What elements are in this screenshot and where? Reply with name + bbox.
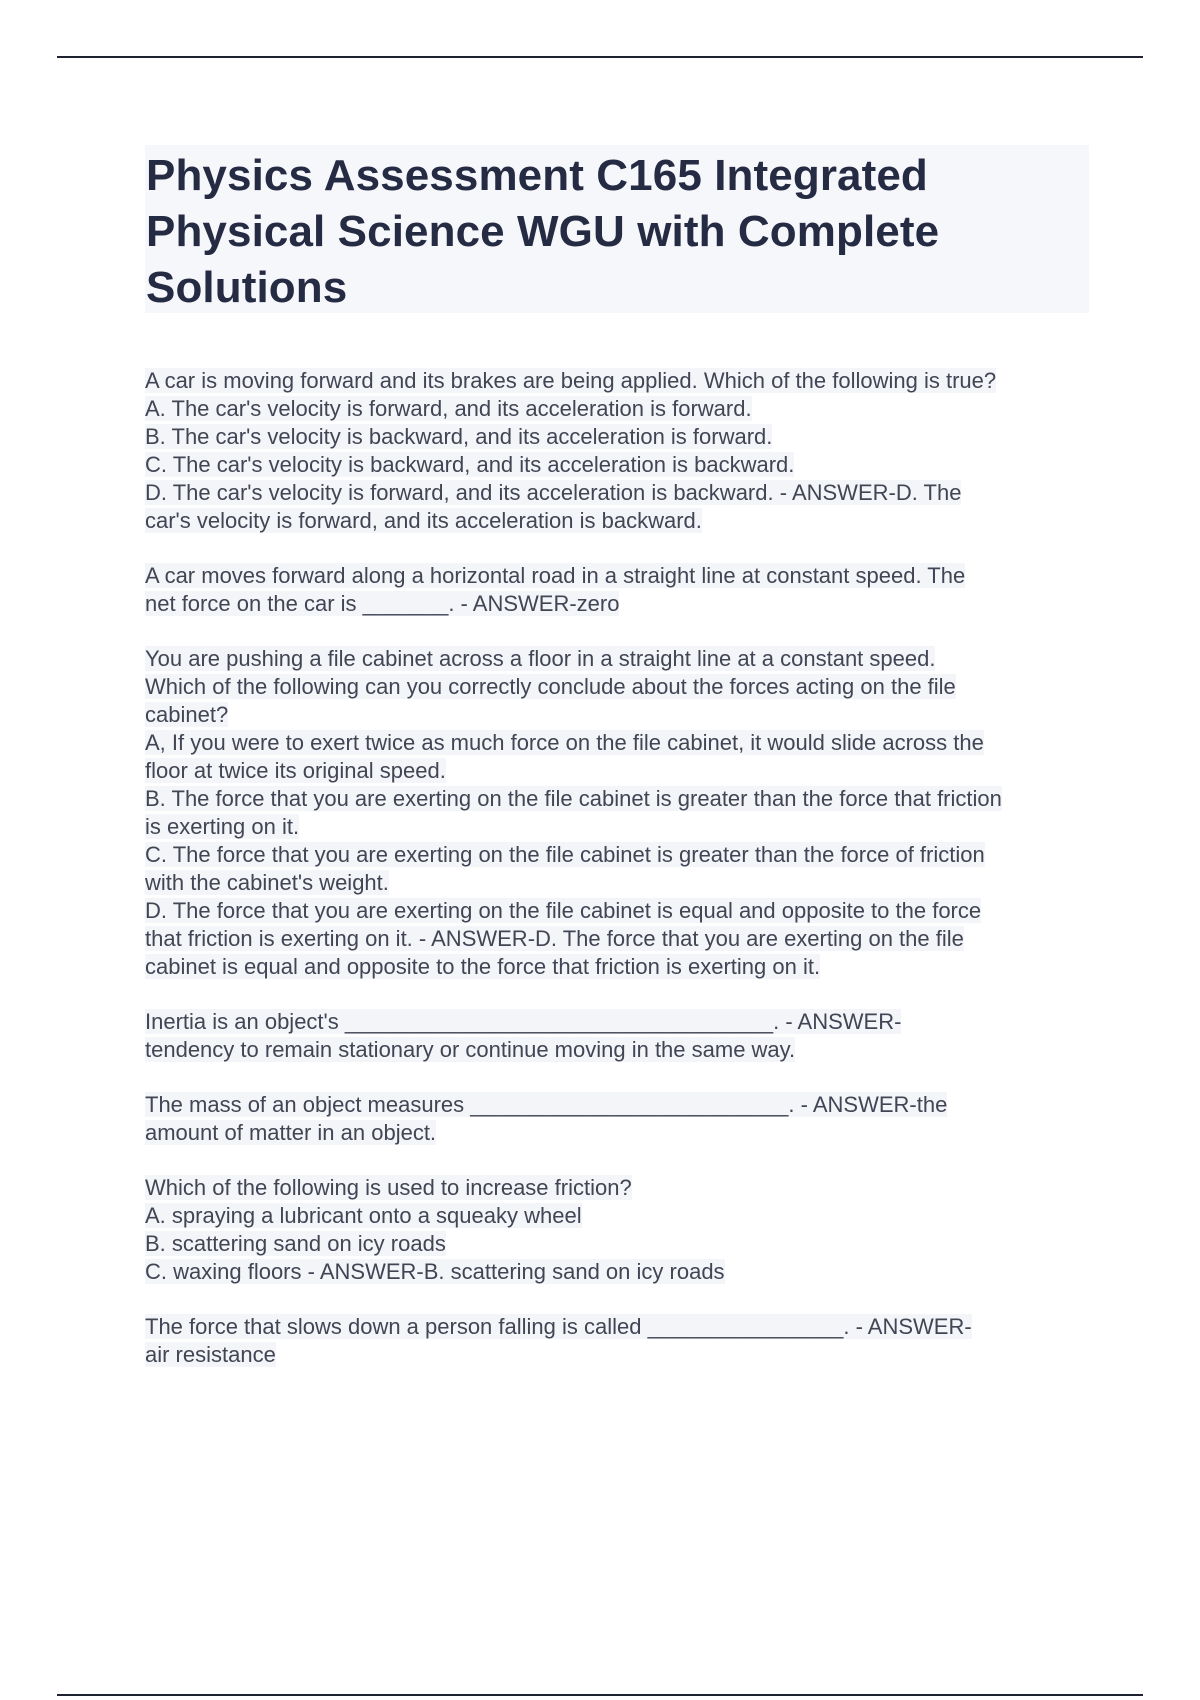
title-block <box>145 145 1089 313</box>
question-line: Which of the following is used to increase friction? <box>145 1175 632 1200</box>
question-line: The force that slows down a person falling is called ________________. - ANSWER- <box>145 1314 972 1339</box>
question-line: amount of matter in an object. <box>145 1120 437 1145</box>
question-line: C. The force that you are exerting on the file cabinet is greater than the force of friction <box>145 842 985 867</box>
question-line: air resistance <box>145 1342 276 1367</box>
question-line: B. The force that you are exerting on the file cabinet is greater than the force that friction <box>145 786 1002 811</box>
question-line: A car moves forward along a horizontal road in a straight line at constant speed. The <box>145 563 966 588</box>
question-line: net force on the car is _______. - ANSWER-zero <box>145 591 620 616</box>
header-rule <box>57 56 1143 58</box>
footer-rule <box>57 1694 1143 1696</box>
question-line: C. The car's velocity is backward, and its acceleration is backward. <box>145 452 795 477</box>
question-line: tendency to remain stationary or continue moving in the same way. <box>145 1037 796 1062</box>
question-line: with the cabinet's weight. <box>145 870 389 895</box>
question-block <box>145 1008 1095 1064</box>
question-line: is exerting on it. <box>145 814 300 839</box>
question-line: Inertia is an object's ___________________________________. - ANSWER- <box>145 1009 902 1034</box>
document-title <box>146 148 1089 316</box>
question-line: A, If you were to exert twice as much force on the file cabinet, it would slide across the <box>145 730 984 755</box>
question-line: B. The car's velocity is backward, and its acceleration is forward. <box>145 424 773 449</box>
question-line: B. scattering sand on icy roads <box>145 1231 446 1256</box>
question-block <box>145 645 1095 981</box>
question-line: floor at twice its original speed. <box>145 758 446 783</box>
question-block <box>145 1313 1095 1369</box>
title-line: Physics Assessment C165 Integrated <box>146 151 928 200</box>
title-line: Solutions <box>146 263 348 312</box>
question-line: C. waxing floors - ANSWER-B. scattering sand on icy roads <box>145 1259 725 1284</box>
question-block <box>145 367 1095 535</box>
question-block <box>145 1174 1095 1286</box>
question-line: D. The car's velocity is forward, and its acceleration is backward. - ANSWER-D. The <box>145 480 962 505</box>
question-block <box>145 562 1095 618</box>
question-line: You are pushing a file cabinet across a floor in a straight line at a constant speed. <box>145 646 936 671</box>
question-line: A car is moving forward and its brakes are being applied. Which of the following is true? <box>145 368 997 393</box>
title-line: Physical Science WGU with Complete <box>146 207 940 256</box>
question-block <box>145 1091 1095 1147</box>
question-line: car's velocity is forward, and its acceleration is backward. <box>145 508 702 533</box>
question-line: cabinet is equal and opposite to the force that friction is exerting on it. <box>145 954 821 979</box>
question-line: A. spraying a lubricant onto a squeaky wheel <box>145 1203 582 1228</box>
question-line: that friction is exerting on it. - ANSWER-D. The force that you are exerting on the file <box>145 926 964 951</box>
question-line: Which of the following can you correctly conclude about the forces acting on the file <box>145 674 956 699</box>
question-line: D. The force that you are exerting on the file cabinet is equal and opposite to the force <box>145 898 982 923</box>
question-list <box>145 367 1095 1396</box>
question-line: cabinet? <box>145 702 229 727</box>
question-line: A. The car's velocity is forward, and its acceleration is forward. <box>145 396 752 421</box>
question-line: The mass of an object measures __________________________. - ANSWER-the <box>145 1092 948 1117</box>
